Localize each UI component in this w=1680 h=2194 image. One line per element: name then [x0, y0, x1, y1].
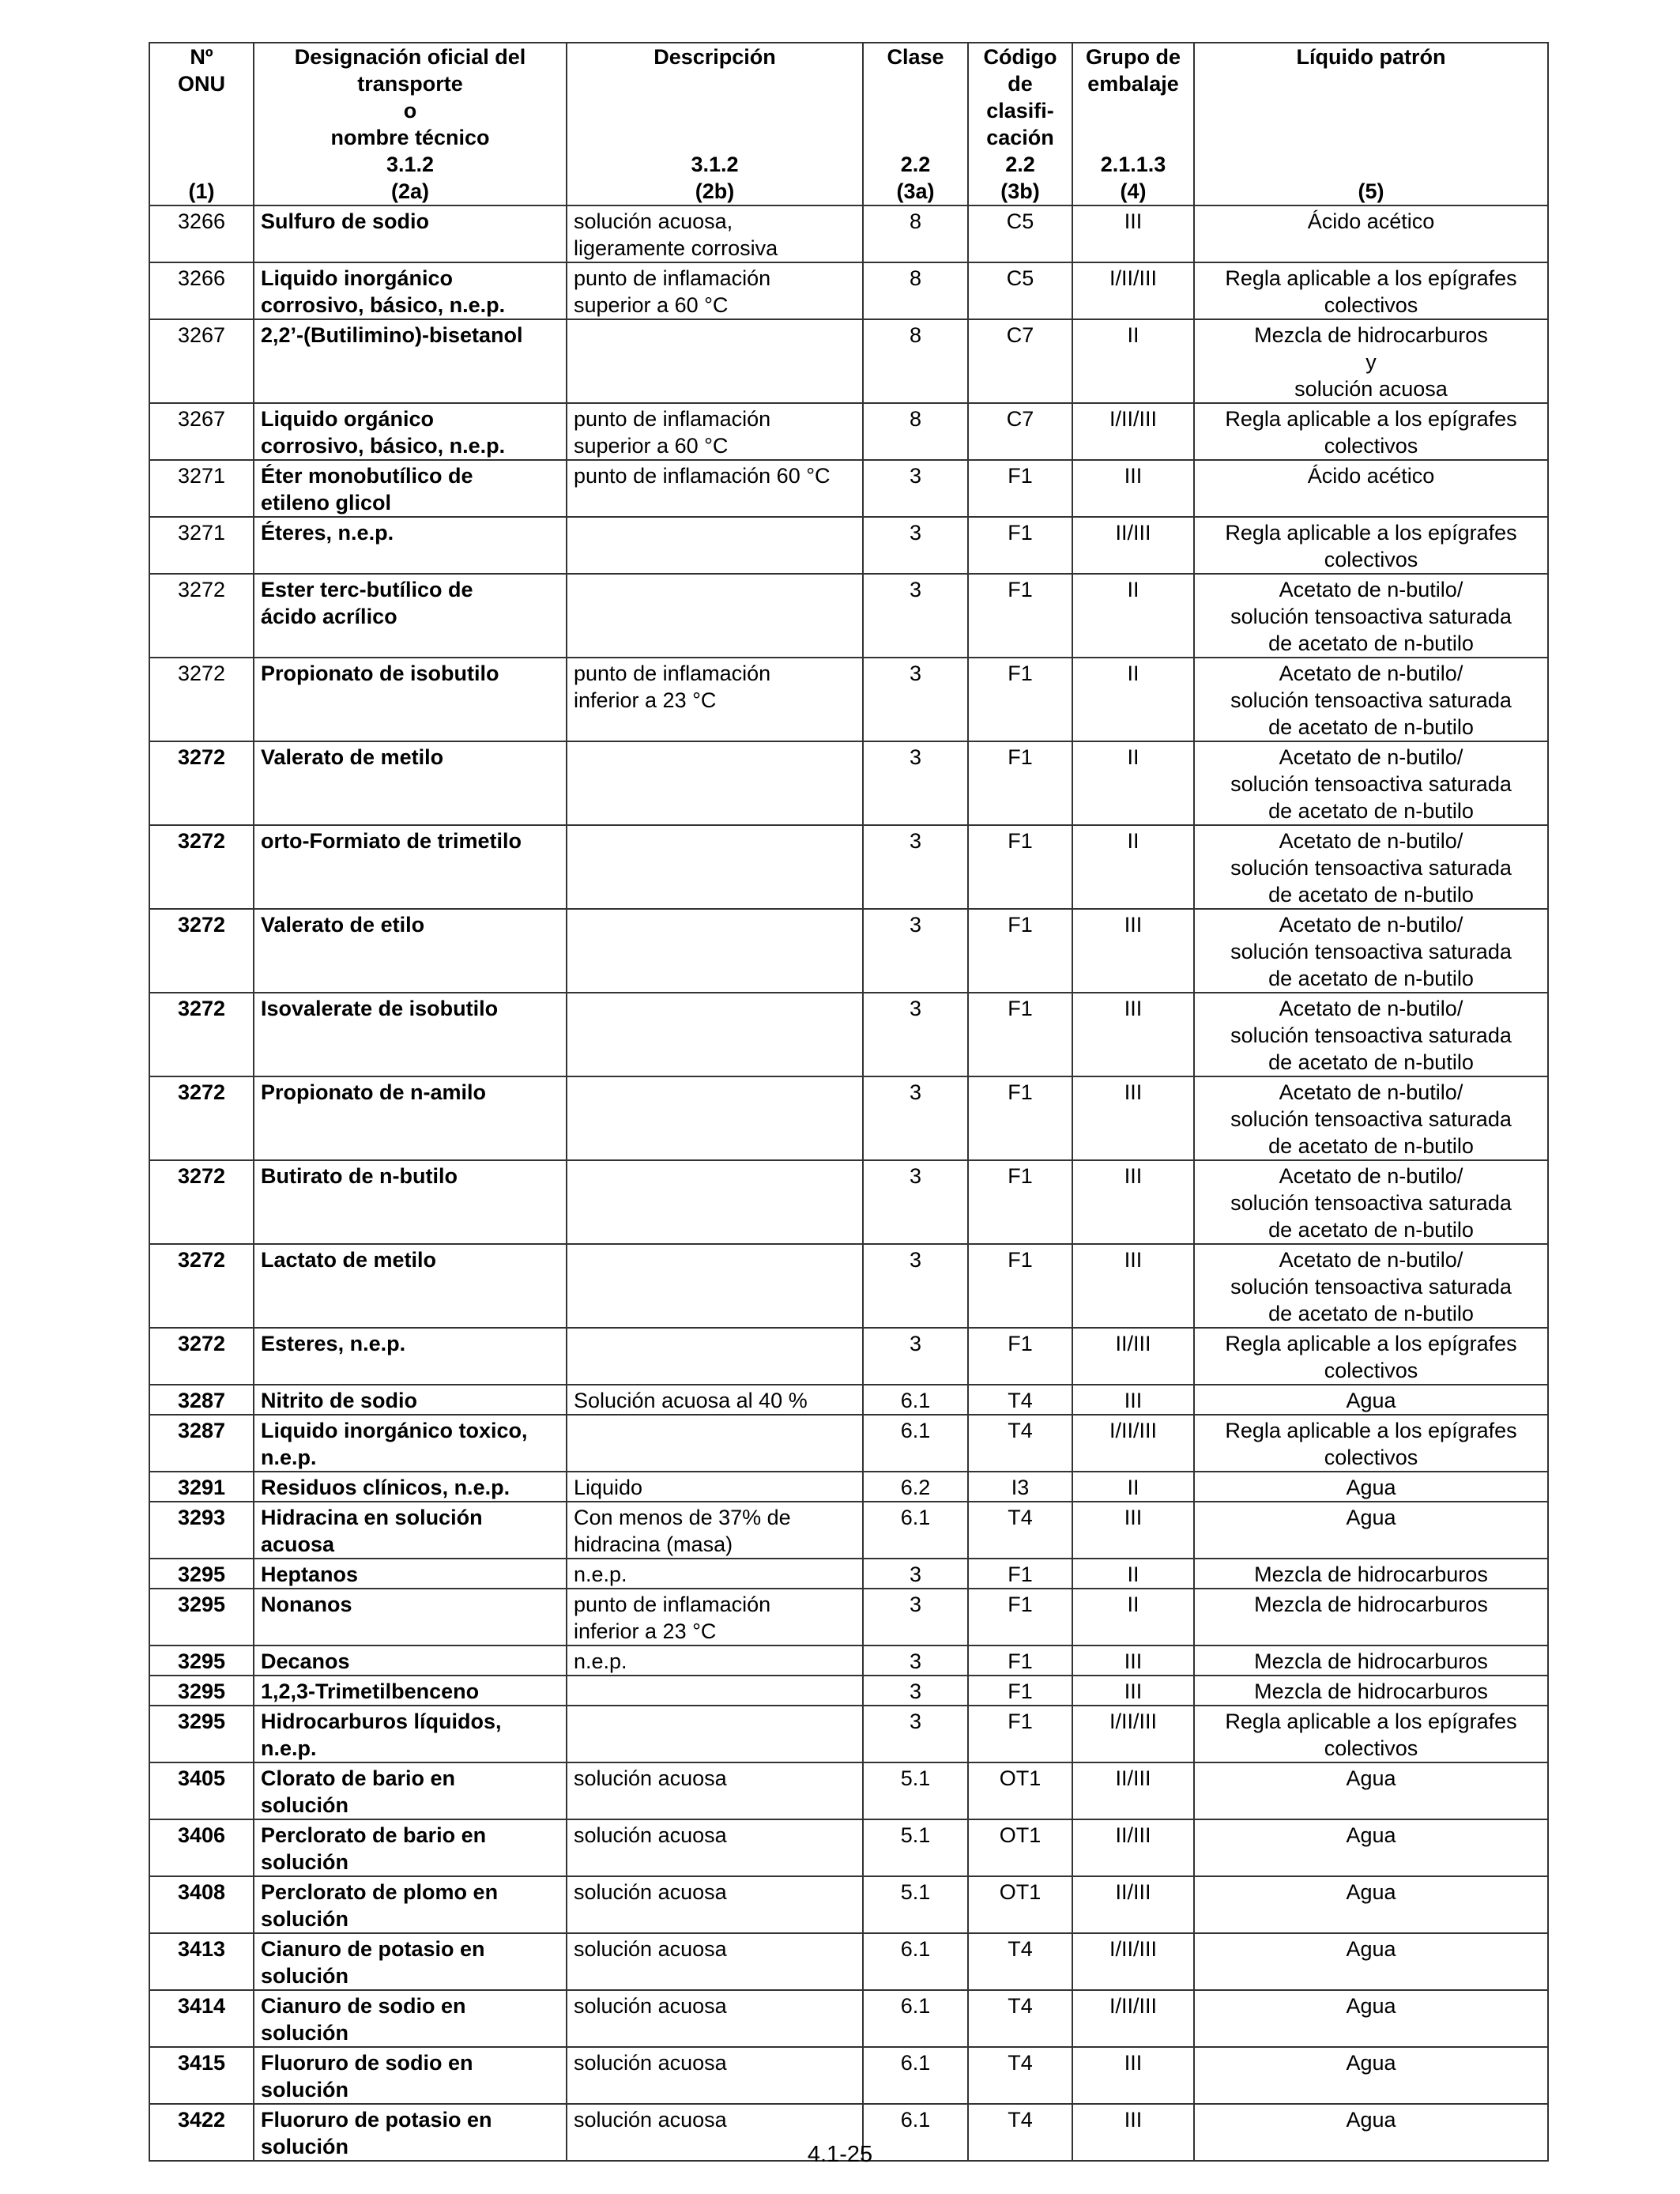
header-column-number: (5)	[1358, 179, 1384, 203]
onu-number-cell: 3415	[149, 2047, 254, 2104]
description-cell	[567, 1160, 863, 1244]
header-section-ref: 2.2	[900, 153, 931, 176]
packing-group-cell: I/II/III	[1072, 1415, 1194, 1472]
description-cell: solución acuosa, ligeramente corrosiva	[567, 205, 863, 262]
designation-cell: Isovalerate de isobutilo	[254, 993, 567, 1076]
classification-code-cell: C7	[968, 319, 1072, 403]
designation-cell: Liquido inorgánico corrosivo, básico, n.e.p.	[254, 262, 567, 319]
header-column-number: (1)	[188, 179, 215, 203]
onu-number-cell: 3295	[149, 1589, 254, 1646]
header-section-ref: 2.2	[1005, 153, 1035, 176]
header-column-number: (3a)	[896, 179, 935, 203]
reference-liquid-cell: Regla aplicable a los epígrafes colectivos	[1194, 403, 1548, 460]
packing-group-cell: II	[1072, 1559, 1194, 1589]
description-cell	[567, 574, 863, 658]
onu-number-cell: 3272	[149, 1244, 254, 1328]
packing-group-cell: III	[1072, 1244, 1194, 1328]
classification-code-cell: OT1	[968, 1876, 1072, 1933]
class-cell: 5.1	[863, 1876, 968, 1933]
packing-group-cell: I/II/III	[1072, 1990, 1194, 2047]
classification-code-cell: F1	[968, 1706, 1072, 1762]
class-cell: 3	[863, 741, 968, 825]
classification-code-cell: F1	[968, 1676, 1072, 1706]
table-row	[149, 1160, 1548, 1244]
description-cell: solución acuosa	[567, 2047, 863, 2104]
designation-cell: Fluoruro de potasio en solución	[254, 2104, 567, 2161]
table-row	[149, 1415, 1548, 1472]
header-title: Clase	[887, 45, 944, 69]
designation-cell: Sulfuro de sodio	[254, 205, 567, 262]
reference-liquid-cell: Agua	[1194, 1876, 1548, 1933]
class-cell: 8	[863, 262, 968, 319]
class-cell: 3	[863, 658, 968, 741]
onu-number-cell: 3291	[149, 1472, 254, 1502]
onu-number-cell: 3295	[149, 1706, 254, 1762]
description-cell	[567, 517, 863, 574]
header-section-ref: 3.1.2	[691, 153, 739, 176]
classification-code-cell: F1	[968, 993, 1072, 1076]
table-row	[149, 825, 1548, 909]
class-cell: 3	[863, 825, 968, 909]
table-row	[149, 1876, 1548, 1933]
onu-number-cell: 3266	[149, 205, 254, 262]
packing-group-cell: II	[1072, 658, 1194, 741]
class-cell: 3	[863, 574, 968, 658]
reference-liquid-cell: Mezcla de hidrocarburos	[1194, 1676, 1548, 1706]
table-row	[149, 1385, 1548, 1415]
designation-cell: Esteres, n.e.p.	[254, 1328, 567, 1385]
table-row	[149, 909, 1548, 993]
reference-liquid-cell: Ácido acético	[1194, 205, 1548, 262]
description-cell: Con menos de 37% de hidracina (masa)	[567, 1502, 863, 1559]
description-cell	[567, 1415, 863, 1472]
onu-number-cell: 3295	[149, 1559, 254, 1589]
reference-liquid-cell: Agua	[1194, 1819, 1548, 1876]
description-cell: solución acuosa	[567, 2104, 863, 2161]
onu-number-cell: 3266	[149, 262, 254, 319]
onu-number-cell: 3272	[149, 574, 254, 658]
reference-liquid-cell: Regla aplicable a los epígrafes colectivos	[1194, 1415, 1548, 1472]
reference-liquid-cell: Acetato de n-butilo/ solución tensoactiva saturada de acetato de n-butilo	[1194, 658, 1548, 741]
designation-cell: Propionato de n-amilo	[254, 1076, 567, 1160]
onu-number-cell: 3295	[149, 1676, 254, 1706]
packing-group-cell: II/III	[1072, 1876, 1194, 1933]
packing-group-cell: III	[1072, 1076, 1194, 1160]
header-reference-liquid	[1194, 43, 1548, 205]
class-cell: 3	[863, 1076, 968, 1160]
header-description	[567, 43, 863, 205]
table-row	[149, 2047, 1548, 2104]
classification-code-cell: F1	[968, 825, 1072, 909]
description-cell	[567, 1076, 863, 1160]
onu-number-cell: 3287	[149, 1385, 254, 1415]
class-cell: 3	[863, 1244, 968, 1328]
description-cell: solución acuosa	[567, 1990, 863, 2047]
class-cell: 6.1	[863, 2047, 968, 2104]
description-cell: solución acuosa	[567, 1819, 863, 1876]
class-cell: 8	[863, 319, 968, 403]
description-cell: punto de inflamación inferior a 23 °C	[567, 658, 863, 741]
classification-code-cell: F1	[968, 1328, 1072, 1385]
designation-cell: Perclorato de bario en solución	[254, 1819, 567, 1876]
designation-cell: Liquido inorgánico toxico, n.e.p.	[254, 1415, 567, 1472]
onu-number-cell: 3295	[149, 1646, 254, 1676]
header-column-number: (4)	[1120, 179, 1147, 203]
reference-liquid-cell: Regla aplicable a los epígrafes colectivos	[1194, 1706, 1548, 1762]
header-class	[863, 43, 968, 205]
table-header-row	[149, 43, 1548, 205]
designation-cell: Decanos	[254, 1646, 567, 1676]
class-cell: 3	[863, 1328, 968, 1385]
packing-group-cell: III	[1072, 1502, 1194, 1559]
onu-number-cell: 3271	[149, 460, 254, 517]
class-cell: 6.1	[863, 1385, 968, 1415]
classification-code-cell: C5	[968, 262, 1072, 319]
onu-number-cell: 3267	[149, 403, 254, 460]
description-cell	[567, 1706, 863, 1762]
class-cell: 3	[863, 1589, 968, 1646]
class-cell: 6.1	[863, 1415, 968, 1472]
page-number: 4.1-25	[807, 2142, 873, 2167]
reference-liquid-cell: Agua	[1194, 2047, 1548, 2104]
table-row	[149, 1502, 1548, 1559]
packing-group-cell: II/III	[1072, 517, 1194, 574]
class-cell: 5.1	[863, 1819, 968, 1876]
reference-liquid-cell: Acetato de n-butilo/ solución tensoactiva saturada de acetato de n-butilo	[1194, 1244, 1548, 1328]
classification-code-cell: F1	[968, 658, 1072, 741]
designation-cell: Valerato de metilo	[254, 741, 567, 825]
designation-cell: 2,2’-(Butilimino)-bisetanol	[254, 319, 567, 403]
classification-code-cell: T4	[968, 1933, 1072, 1990]
onu-number-cell: 3405	[149, 1762, 254, 1819]
onu-number-cell: 3267	[149, 319, 254, 403]
reference-liquid-cell: Agua	[1194, 2104, 1548, 2161]
packing-group-cell: II/III	[1072, 1762, 1194, 1819]
class-cell: 8	[863, 205, 968, 262]
table-row	[149, 1706, 1548, 1762]
onu-number-cell: 3406	[149, 1819, 254, 1876]
description-cell: n.e.p.	[567, 1559, 863, 1589]
description-cell: n.e.p.	[567, 1646, 863, 1676]
description-cell: Solución acuosa al 40 %	[567, 1385, 863, 1415]
reference-liquid-cell: Acetato de n-butilo/ solución tensoactiva saturada de acetato de n-butilo	[1194, 1076, 1548, 1160]
header-onu	[149, 43, 254, 205]
header-column-number: (2a)	[390, 179, 429, 203]
table-row	[149, 403, 1548, 460]
packing-group-cell: III	[1072, 2104, 1194, 2161]
reference-liquid-cell: Acetato de n-butilo/ solución tensoactiva saturada de acetato de n-butilo	[1194, 741, 1548, 825]
designation-cell: Clorato de bario en solución	[254, 1762, 567, 1819]
classification-code-cell: F1	[968, 1559, 1072, 1589]
table-row	[149, 1328, 1548, 1385]
description-cell	[567, 993, 863, 1076]
reference-liquid-cell: Mezcla de hidrocarburos	[1194, 1646, 1548, 1676]
reference-liquid-cell: Ácido acético	[1194, 460, 1548, 517]
classification-code-cell: T4	[968, 1990, 1072, 2047]
header-title: Código de clasifi- cación	[983, 45, 1057, 149]
onu-number-cell: 3287	[149, 1415, 254, 1472]
class-cell: 3	[863, 1676, 968, 1706]
description-cell: punto de inflamación inferior a 23 °C	[567, 1589, 863, 1646]
reference-liquid-cell: Acetato de n-butilo/ solución tensoactiva saturada de acetato de n-butilo	[1194, 574, 1548, 658]
class-cell: 3	[863, 460, 968, 517]
description-cell: Liquido	[567, 1472, 863, 1502]
designation-cell: Nitrito de sodio	[254, 1385, 567, 1415]
reference-liquid-cell: Acetato de n-butilo/ solución tensoactiva saturada de acetato de n-butilo	[1194, 825, 1548, 909]
designation-cell: Hidracina en solución acuosa	[254, 1502, 567, 1559]
table-row	[149, 1990, 1548, 2047]
classification-code-cell: F1	[968, 1646, 1072, 1676]
onu-number-cell: 3272	[149, 1160, 254, 1244]
header-section-ref: 3.1.2	[386, 153, 435, 176]
header-column-number: (2b)	[695, 179, 735, 203]
classification-code-cell: C7	[968, 403, 1072, 460]
reference-liquid-cell: Acetato de n-butilo/ solución tensoactiva saturada de acetato de n-butilo	[1194, 909, 1548, 993]
reference-liquid-cell: Mezcla de hidrocarburos y solución acuosa	[1194, 319, 1548, 403]
packing-group-cell: II/III	[1072, 1328, 1194, 1385]
reference-liquid-cell: Agua	[1194, 1472, 1548, 1502]
reference-liquid-cell: Acetato de n-butilo/ solución tensoactiva saturada de acetato de n-butilo	[1194, 993, 1548, 1076]
class-cell: 3	[863, 1559, 968, 1589]
dangerous-goods-table	[149, 42, 1549, 2162]
header-section-ref: 2.1.1.3	[1100, 153, 1166, 176]
header-designation	[254, 43, 567, 205]
description-cell: solución acuosa	[567, 1762, 863, 1819]
classification-code-cell: I3	[968, 1472, 1072, 1502]
class-cell: 3	[863, 909, 968, 993]
class-cell: 3	[863, 993, 968, 1076]
table-row	[149, 1589, 1548, 1646]
description-cell	[567, 741, 863, 825]
reference-liquid-cell: Agua	[1194, 1990, 1548, 2047]
onu-number-cell: 3293	[149, 1502, 254, 1559]
header-column-number: (3b)	[1000, 179, 1040, 203]
classification-code-cell: T4	[968, 1415, 1072, 1472]
designation-cell: Perclorato de plomo en solución	[254, 1876, 567, 1933]
classification-code-cell: T4	[968, 2104, 1072, 2161]
packing-group-cell: III	[1072, 993, 1194, 1076]
onu-number-cell: 3272	[149, 658, 254, 741]
onu-number-cell: 3408	[149, 1876, 254, 1933]
class-cell: 3	[863, 1646, 968, 1676]
classification-code-cell: F1	[968, 574, 1072, 658]
class-cell: 3	[863, 1160, 968, 1244]
table-row	[149, 1819, 1548, 1876]
header-title: Nº ONU	[178, 45, 225, 96]
packing-group-cell: II	[1072, 825, 1194, 909]
header-classification-code	[968, 43, 1072, 205]
classification-code-cell: T4	[968, 2047, 1072, 2104]
reference-liquid-cell: Agua	[1194, 1502, 1548, 1559]
reference-liquid-cell: Agua	[1194, 1385, 1548, 1415]
reference-liquid-cell: Regla aplicable a los epígrafes colectivos	[1194, 262, 1548, 319]
packing-group-cell: III	[1072, 1160, 1194, 1244]
table-row	[149, 993, 1548, 1076]
class-cell: 6.1	[863, 2104, 968, 2161]
table-row	[149, 1646, 1548, 1676]
table-row	[149, 1933, 1548, 1990]
onu-number-cell: 3413	[149, 1933, 254, 1990]
classification-code-cell: F1	[968, 741, 1072, 825]
class-cell: 6.1	[863, 1990, 968, 2047]
header-title: Líquido patrón	[1296, 45, 1446, 69]
table-row	[149, 517, 1548, 574]
classification-code-cell: F1	[968, 909, 1072, 993]
header-title: Designación oficial del transporte o nombre técnico	[294, 45, 526, 149]
table-row	[149, 319, 1548, 403]
table-row	[149, 1472, 1548, 1502]
designation-cell: Éteres, n.e.p.	[254, 517, 567, 574]
description-cell	[567, 319, 863, 403]
packing-group-cell: III	[1072, 1385, 1194, 1415]
designation-cell: Valerato de etilo	[254, 909, 567, 993]
header-packing-group	[1072, 43, 1194, 205]
header-title: Descripción	[654, 45, 776, 69]
classification-code-cell: F1	[968, 517, 1072, 574]
designation-cell: Éter monobutílico de etileno glicol	[254, 460, 567, 517]
onu-number-cell: 3272	[149, 741, 254, 825]
description-cell: solución acuosa	[567, 1876, 863, 1933]
class-cell: 5.1	[863, 1762, 968, 1819]
reference-liquid-cell: Agua	[1194, 1762, 1548, 1819]
designation-cell: Nonanos	[254, 1589, 567, 1646]
packing-group-cell: I/II/III	[1072, 262, 1194, 319]
designation-cell: Cianuro de potasio en solución	[254, 1933, 567, 1990]
classification-code-cell: OT1	[968, 1819, 1072, 1876]
class-cell: 6.1	[863, 1502, 968, 1559]
packing-group-cell: I/II/III	[1072, 1706, 1194, 1762]
packing-group-cell: II	[1072, 319, 1194, 403]
reference-liquid-cell: Regla aplicable a los epígrafes colectivos	[1194, 1328, 1548, 1385]
table-row	[149, 205, 1548, 262]
table-row	[149, 658, 1548, 741]
classification-code-cell: C5	[968, 205, 1072, 262]
classification-code-cell: F1	[968, 1589, 1072, 1646]
designation-cell: Heptanos	[254, 1559, 567, 1589]
onu-number-cell: 3272	[149, 909, 254, 993]
onu-number-cell: 3414	[149, 1990, 254, 2047]
description-cell: solución acuosa	[567, 1933, 863, 1990]
classification-code-cell: T4	[968, 1385, 1072, 1415]
onu-number-cell: 3422	[149, 2104, 254, 2161]
table-row	[149, 1559, 1548, 1589]
class-cell: 6.1	[863, 1933, 968, 1990]
packing-group-cell: III	[1072, 205, 1194, 262]
table-row	[149, 574, 1548, 658]
description-cell	[567, 909, 863, 993]
packing-group-cell: I/II/III	[1072, 1933, 1194, 1990]
table-row	[149, 262, 1548, 319]
class-cell: 6.2	[863, 1472, 968, 1502]
designation-cell: Propionato de isobutilo	[254, 658, 567, 741]
designation-cell: Fluoruro de sodio en solución	[254, 2047, 567, 2104]
description-cell	[567, 1328, 863, 1385]
classification-code-cell: F1	[968, 1244, 1072, 1328]
designation-cell: Butirato de n-butilo	[254, 1160, 567, 1244]
packing-group-cell: III	[1072, 460, 1194, 517]
description-cell: punto de inflamación superior a 60 °C	[567, 403, 863, 460]
designation-cell: orto-Formiato de trimetilo	[254, 825, 567, 909]
table-row	[149, 1676, 1548, 1706]
description-cell: punto de inflamación superior a 60 °C	[567, 262, 863, 319]
reference-liquid-cell: Agua	[1194, 1933, 1548, 1990]
packing-group-cell: III	[1072, 909, 1194, 993]
table-row	[149, 1244, 1548, 1328]
table-row	[149, 460, 1548, 517]
designation-cell: Lactato de metilo	[254, 1244, 567, 1328]
packing-group-cell: II	[1072, 1472, 1194, 1502]
table-row	[149, 741, 1548, 825]
table-body	[149, 205, 1548, 2161]
classification-code-cell: F1	[968, 460, 1072, 517]
description-cell	[567, 825, 863, 909]
designation-cell: Liquido orgánico corrosivo, básico, n.e.p.	[254, 403, 567, 460]
packing-group-cell: I/II/III	[1072, 403, 1194, 460]
designation-cell: 1,2,3-Trimetilbenceno	[254, 1676, 567, 1706]
table-row	[149, 1076, 1548, 1160]
onu-number-cell: 3272	[149, 993, 254, 1076]
packing-group-cell: II/III	[1072, 1819, 1194, 1876]
designation-cell: Ester terc-butílico de ácido acrílico	[254, 574, 567, 658]
classification-code-cell: F1	[968, 1160, 1072, 1244]
designation-cell: Cianuro de sodio en solución	[254, 1990, 567, 2047]
header-title: Grupo de embalaje	[1086, 45, 1181, 96]
packing-group-cell: III	[1072, 1676, 1194, 1706]
description-cell	[567, 1244, 863, 1328]
table-row	[149, 1762, 1548, 1819]
packing-group-cell: II	[1072, 1589, 1194, 1646]
classification-code-cell: F1	[968, 1076, 1072, 1160]
reference-liquid-cell: Mezcla de hidrocarburos	[1194, 1589, 1548, 1646]
reference-liquid-cell: Mezcla de hidrocarburos	[1194, 1559, 1548, 1589]
onu-number-cell: 3272	[149, 1076, 254, 1160]
classification-code-cell: T4	[968, 1502, 1072, 1559]
reference-liquid-cell: Acetato de n-butilo/ solución tensoactiva saturada de acetato de n-butilo	[1194, 1160, 1548, 1244]
packing-group-cell: III	[1072, 2047, 1194, 2104]
packing-group-cell: II	[1072, 741, 1194, 825]
onu-number-cell: 3271	[149, 517, 254, 574]
reference-liquid-cell: Regla aplicable a los epígrafes colectivos	[1194, 517, 1548, 574]
class-cell: 8	[863, 403, 968, 460]
designation-cell: Hidrocarburos líquidos, n.e.p.	[254, 1706, 567, 1762]
packing-group-cell: II	[1072, 574, 1194, 658]
packing-group-cell: III	[1072, 1646, 1194, 1676]
classification-code-cell: OT1	[968, 1762, 1072, 1819]
designation-cell: Residuos clínicos, n.e.p.	[254, 1472, 567, 1502]
class-cell: 3	[863, 1706, 968, 1762]
description-cell: punto de inflamación 60 °C	[567, 460, 863, 517]
description-cell	[567, 1676, 863, 1706]
onu-number-cell: 3272	[149, 1328, 254, 1385]
class-cell: 3	[863, 517, 968, 574]
onu-number-cell: 3272	[149, 825, 254, 909]
